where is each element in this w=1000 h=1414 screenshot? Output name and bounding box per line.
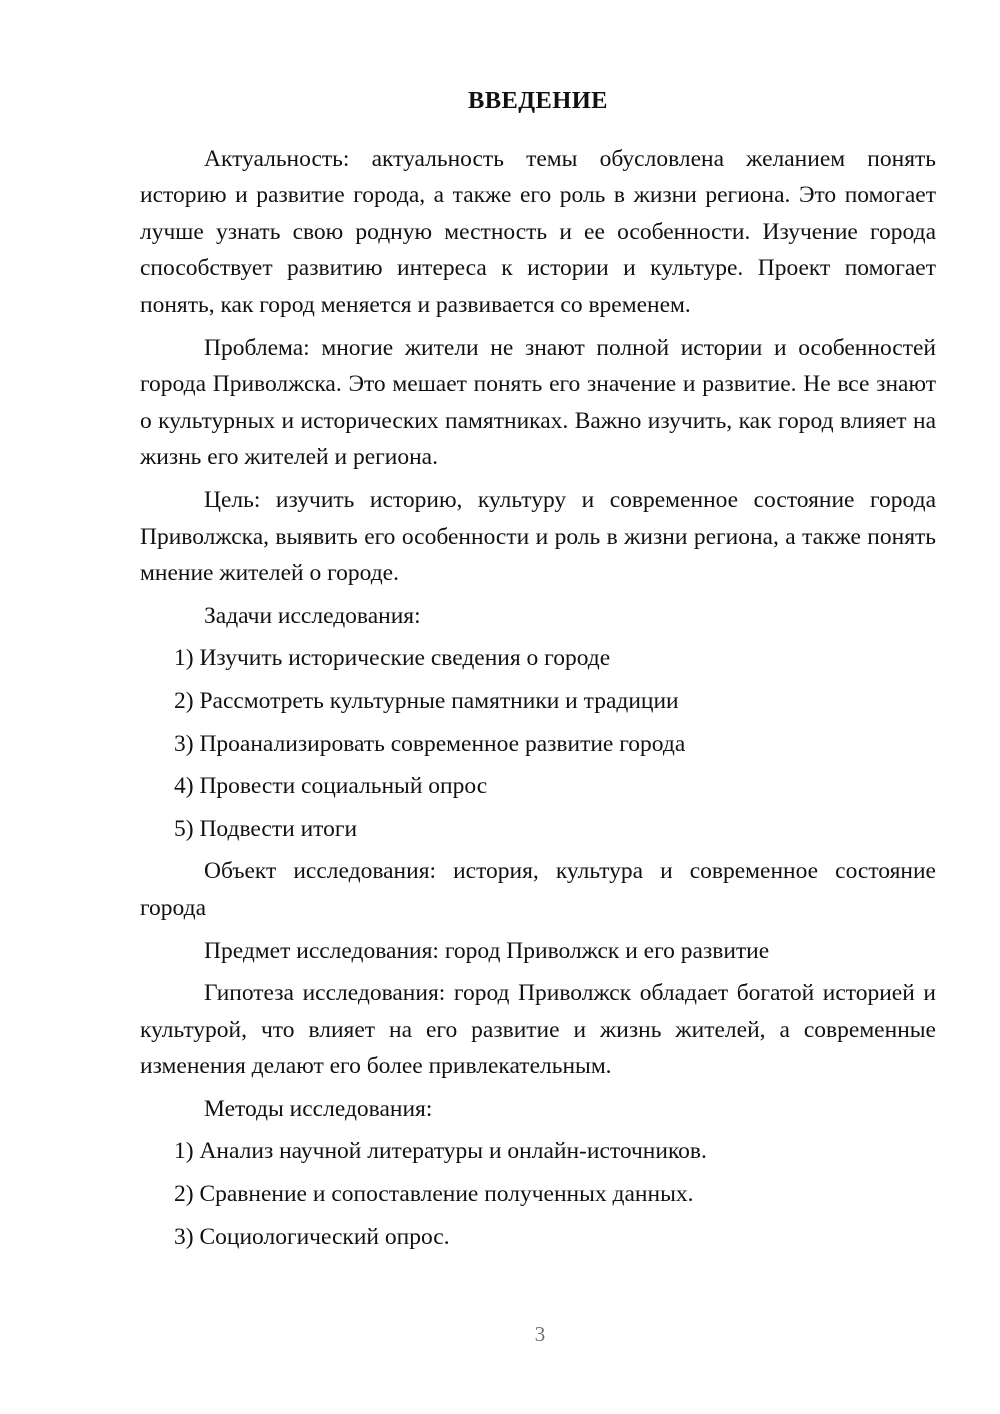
paragraph-object-of-research: Объект исследования: история, культура и современное состояние города bbox=[140, 858, 936, 921]
methods-heading: Методы исследования: bbox=[204, 1095, 433, 1122]
page-number: 3 bbox=[534, 1322, 546, 1346]
list-item: 4) Провести социальный опрос bbox=[174, 773, 488, 800]
document-body bbox=[140, 86, 936, 1261]
tasks-heading: Задачи исследования: bbox=[204, 602, 421, 629]
paragraph-relevance: Актуальность: актуальность темы обусловлена желанием понять историю и развитие города, а также его роль в жизни региона. Это помогает лучше узнать свою родную местность и ее особенности. Изучение города способствует развитию интереса к истории и культуре. Проект помогает понять, как город меняется и развивается со временем. bbox=[140, 145, 936, 318]
paragraph-subject-of-research: Предмет исследования: город Приволжск и его развитие bbox=[204, 937, 770, 964]
paragraph-problem: Проблема: многие жители не знают полной истории и особенностей города Приволжска. Это мешает понять его значение и развитие. Не все знают о культурных и исторических памятниках. Важно изучить, как город влияет на жизнь его жителей и региона. bbox=[140, 334, 936, 471]
list-item: 1) Изучить исторические сведения о городе bbox=[174, 645, 611, 672]
page-title: ВВЕДЕНИЕ bbox=[468, 87, 608, 114]
list-item: 3) Проанализировать современное развитие города bbox=[174, 730, 686, 757]
list-item: 5) Подвести итоги bbox=[174, 815, 358, 842]
list-item: 2) Сравнение и сопоставление полученных данных. bbox=[174, 1181, 694, 1208]
list-item: 2) Рассмотреть культурные памятники и традиции bbox=[174, 687, 679, 714]
list-item: 3) Социологический опрос. bbox=[174, 1223, 450, 1250]
paragraph-goal: Цель: изучить историю, культуру и современное состояние города Приволжска, выявить его особенности и роль в жизни региона, а также понять мнение жителей о городе. bbox=[140, 486, 936, 587]
paragraph-hypothesis: Гипотеза исследования: город Приволжск обладает богатой историей и культурой, что влияет на его развитие и жизнь жителей, а современные изменения делают его более привлекательным. bbox=[140, 980, 936, 1080]
list-item: 1) Анализ научной литературы и онлайн-источников. bbox=[174, 1138, 707, 1165]
